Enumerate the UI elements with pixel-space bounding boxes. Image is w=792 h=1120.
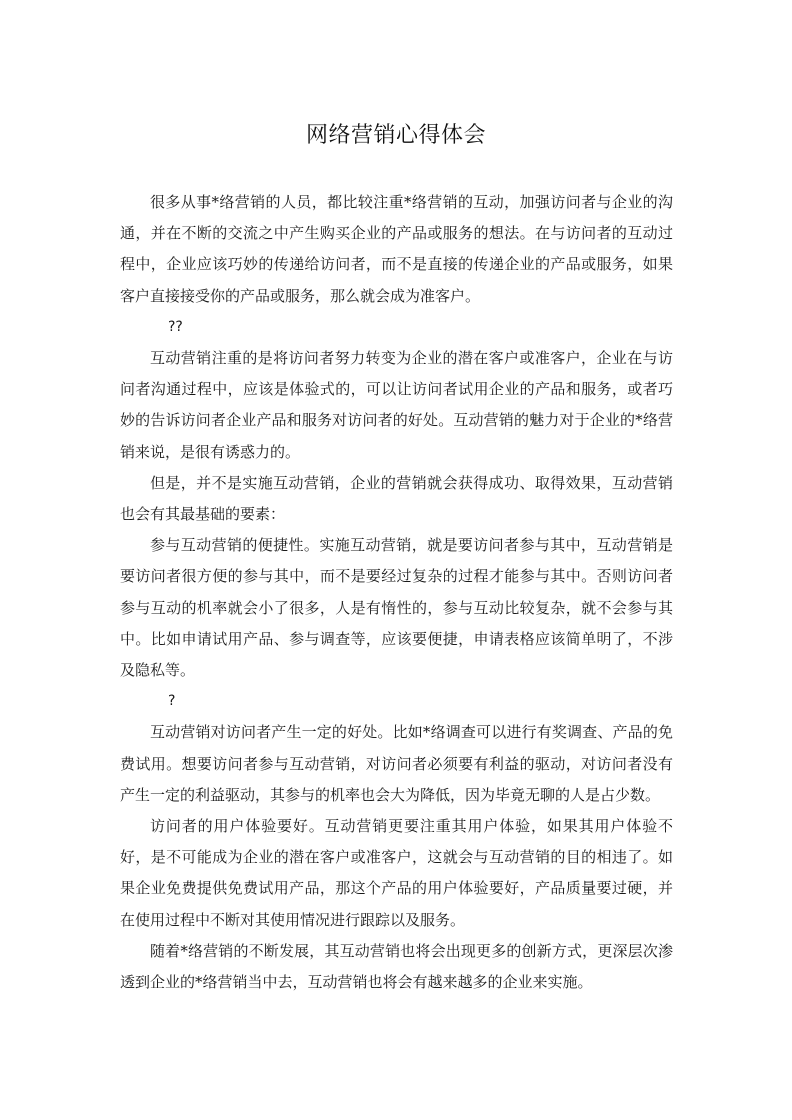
paragraph-conclusion: 随着*络营销的不断发展，其互动营销也将会出现更多的创新方式，更深层次渗透到企业的*络营销当中去，互动营销也将会有越来越多的企业来实施。 <box>120 941 673 992</box>
paragraph-benefits: 互动营销对访问者产生一定的好处。比如*络调查可以进行有奖调查、产品的免费试用。想要访问者参与互动营销，对访问者必须要有利益的驱动，对访问者没有产生一定的利益驱动，其参与的机率也会大为降低，因为毕竟无聊的人是占少数。 <box>120 723 673 804</box>
document-body <box>120 187 673 998</box>
paragraph-user-experience: 访问者的用户体验要好。互动营销更要注重其用户体验，如果其用户体验不好，是不可能成为企业的潜在客户或准客户，这就会与互动营销的目的相违了。如果企业免费提供免费试用产品，那这个产品的用户体验要好，产品质量要过硬，并在使用过程中不断对其使用情况进行跟踪以及服务。 <box>120 817 673 929</box>
paragraph-convenience: 参与互动营销的便捷性。实施互动营销，就是要访问者参与其中，互动营销是要访问者很方便的参与其中，而不是要经过复杂的过程才能参与其中。否则访问者参与互动的机率就会小了很多，人是有惰性的，参与互动比较复杂，就不会参与其中。比如申请试用产品、参与调查等，应该要便捷，申请表格应该简单明了，不涉及隐私等。 <box>120 536 673 680</box>
paragraph-interactive-focus: 互动营销注重的是将访问者努力转变为企业的潜在客户或准客户，企业在与访问者沟通过程中，应该是体验式的，可以让访问者试用企业的产品和服务，或者巧妙的告诉访问者企业产品和服务对访问者的好处。互动营销的魅力对于企业的*络营销来说，是很有诱惑力的。 <box>120 349 673 461</box>
paragraph-intro: 很多从事*络营销的人员，都比较注重*络营销的互动，加强访问者与企业的沟通，并在不断的交流之中产生购买企业的产品或服务的想法。在与访问者的互动过程中，企业应该巧妙的传递给访问者，而不是直接的传递企业的产品或服务，如果客户直接接受你的产品或服务，那么就会成为准客户。 <box>120 193 673 305</box>
page-title: 网络营销心得体会 <box>305 123 486 148</box>
separator-mark: ?? <box>168 318 183 335</box>
paragraph-elements-intro: 但是，并不是实施互动营销，企业的营销就会获得成功、取得效果，互动营销也会有其最基础的要素： <box>120 473 673 524</box>
separator-mark: ? <box>168 693 176 710</box>
